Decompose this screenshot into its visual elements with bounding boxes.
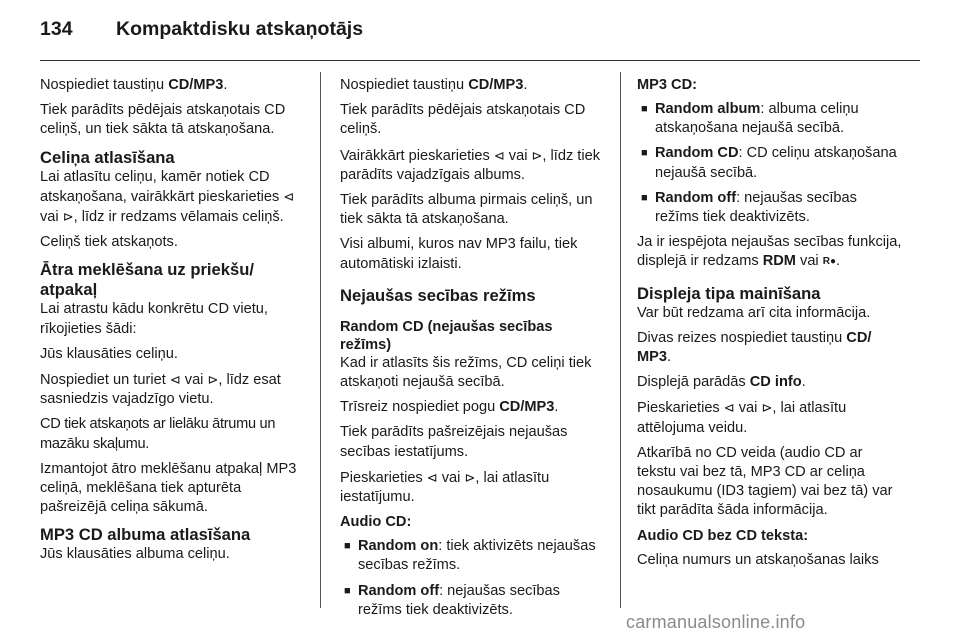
subheading-audio-cd: Audio CD: — [340, 514, 412, 531]
watermark: carmanualsonline.info — [626, 612, 806, 632]
paragraph: Celiņa numurs un atskaņošanas laiks — [637, 551, 879, 568]
paragraph: Izmantojot ātro meklēšanu atpakaļ MP3 celiņā, meklēšana tiek apturēta pašreizējā celiņa sākumā. — [40, 460, 297, 516]
paragraph: Atkarībā no CD veida (audio CD ar tekstu vai bez tā, MP3 CD ar celiņa nosaukumu (ID3 tagiem) vai bez tā) var tikt parādīta šāda informācija. — [637, 444, 893, 519]
paragraph: Kad ir atlasīts šis režīms, CD celiņi tiek atskaņoti nejaušā secībā. — [340, 354, 592, 391]
list-item: ■ Random on: tiek aktivizēts nejaušas secības režīms. — [344, 537, 605, 575]
page-number: 134 — [40, 18, 73, 40]
page-header — [40, 18, 920, 50]
paragraph: Tiek parādīts albuma pirmais celiņš, un tiek sākta tā atskaņošana. — [340, 192, 593, 228]
subheading-audio-cd-no-text: Audio CD bez CD teksta: — [637, 527, 809, 544]
column-3 — [637, 76, 903, 576]
paragraph: Visi albumi, kuros nav MP3 failu, tiek automātiski izlaisti. — [340, 236, 578, 272]
paragraph: Pieskarieties ⊲ vai ⊳, lai atlasītu iestatījumu. — [340, 469, 550, 506]
right-arrow-icon: ⊳ — [207, 372, 219, 388]
paragraph: Vairākkārt pieskarieties ⊲ vai ⊳, līdz tiek parādīts vajadzīgais albums. — [340, 147, 601, 183]
paragraph: Nospiediet taustiņu CD/MP3. — [340, 77, 528, 93]
subheading-random-cd: Random CD (nejaušas secības režīms) — [340, 318, 553, 353]
list-item: ■ Random CD: CD celiņu atskaņošana nejaušā secībā. — [641, 144, 903, 182]
paragraph: Divas reizes nospiediet taustiņu CD/ MP3. — [637, 329, 872, 366]
paragraph: Celiņš tiek atskaņots. — [40, 234, 178, 251]
right-arrow-icon: ⊳ — [62, 209, 74, 225]
page-title: Kompaktdisku atskaņotājs — [116, 18, 364, 40]
paragraph: Nospiediet taustiņu CD/MP3. — [40, 77, 228, 93]
right-arrow-icon: ⊳ — [464, 469, 476, 485]
paragraph: Jūs klausāties albuma celiņu. — [40, 546, 230, 563]
list-item: ■ Random off: nejaušas secības režīms tiek deaktivizēts. — [344, 582, 605, 620]
left-arrow-icon: ⊲ — [283, 188, 295, 204]
right-arrow-icon: ⊳ — [531, 147, 543, 163]
paragraph: Trīsreiz nospiediet pogu CD/MP3. — [340, 399, 559, 416]
left-arrow-icon: ⊲ — [169, 372, 181, 388]
left-arrow-icon: ⊲ — [723, 400, 735, 416]
paragraph: Ja ir iespējota nejaušas secības funkcija, displejā ir redzams RDM vai R●. — [637, 233, 903, 271]
paragraph: Nospiediet un turiet ⊲ vai ⊳, līdz esat sasniedzis vajadzīgo vietu. — [40, 372, 281, 408]
subheading-mp3-cd: MP3 CD: — [637, 77, 697, 93]
section-heading-random-mode: Nejaušas secības režīms — [340, 285, 536, 305]
column-2 — [340, 76, 605, 626]
header-rule — [40, 60, 920, 61]
column-divider — [320, 72, 321, 608]
list-item: ■ Random album: albuma celiņu atskaņošana nejaušā secībā. — [641, 100, 903, 138]
left-arrow-icon: ⊲ — [426, 469, 438, 485]
paragraph: CD tiek atskaņots ar lielāku ātrumu un mazāku skaļumu. — [40, 416, 276, 452]
paragraph: Tiek parādīts pašreizējais nejaušas secības iestatījums. — [340, 424, 568, 460]
right-arrow-icon: ⊳ — [761, 400, 773, 416]
section-heading-track-select: Celiņa atlasīšana — [40, 147, 175, 167]
paragraph: Lai atrastu kādu konkrētu CD vietu, rīkojieties šādi: — [40, 301, 268, 337]
section-heading-fast-search: Ātra meklēšana uz priekšu/ atpakaļ — [40, 260, 254, 300]
paragraph: Tiek parādīts pēdējais atskaņotais CD celiņš. — [340, 102, 586, 138]
paragraph: Lai atlasītu celiņu, kamēr notiek CD atskaņošana, vairākkārt pieskarieties ⊲ vai ⊳, līdz ir redzams vēlamais celiņš. — [40, 168, 295, 226]
section-heading-display-type: Displeja tipa mainīšana — [637, 283, 821, 303]
paragraph: Pieskarieties ⊲ vai ⊳, lai atlasītu attēlojuma veidu. — [637, 400, 847, 436]
left-arrow-icon: ⊲ — [493, 147, 505, 163]
paragraph: Jūs klausāties celiņu. — [40, 345, 178, 362]
paragraph: Var būt redzama arī cita informācija. — [637, 304, 871, 321]
column-divider — [620, 72, 621, 608]
paragraph: Displejā parādās CD info. — [637, 374, 806, 391]
column-1 — [40, 76, 306, 571]
random-mode-icon: R● — [822, 256, 837, 268]
list-item: ■ Random off: nejaušas secības režīms tiek deaktivizēts. — [641, 189, 903, 227]
paragraph: Tiek parādīts pēdējais atskaņotais CD celiņš, un tiek sākta tā atskaņošana. — [40, 102, 286, 138]
section-heading-mp3-album: MP3 CD albuma atlasīšana — [40, 525, 251, 545]
